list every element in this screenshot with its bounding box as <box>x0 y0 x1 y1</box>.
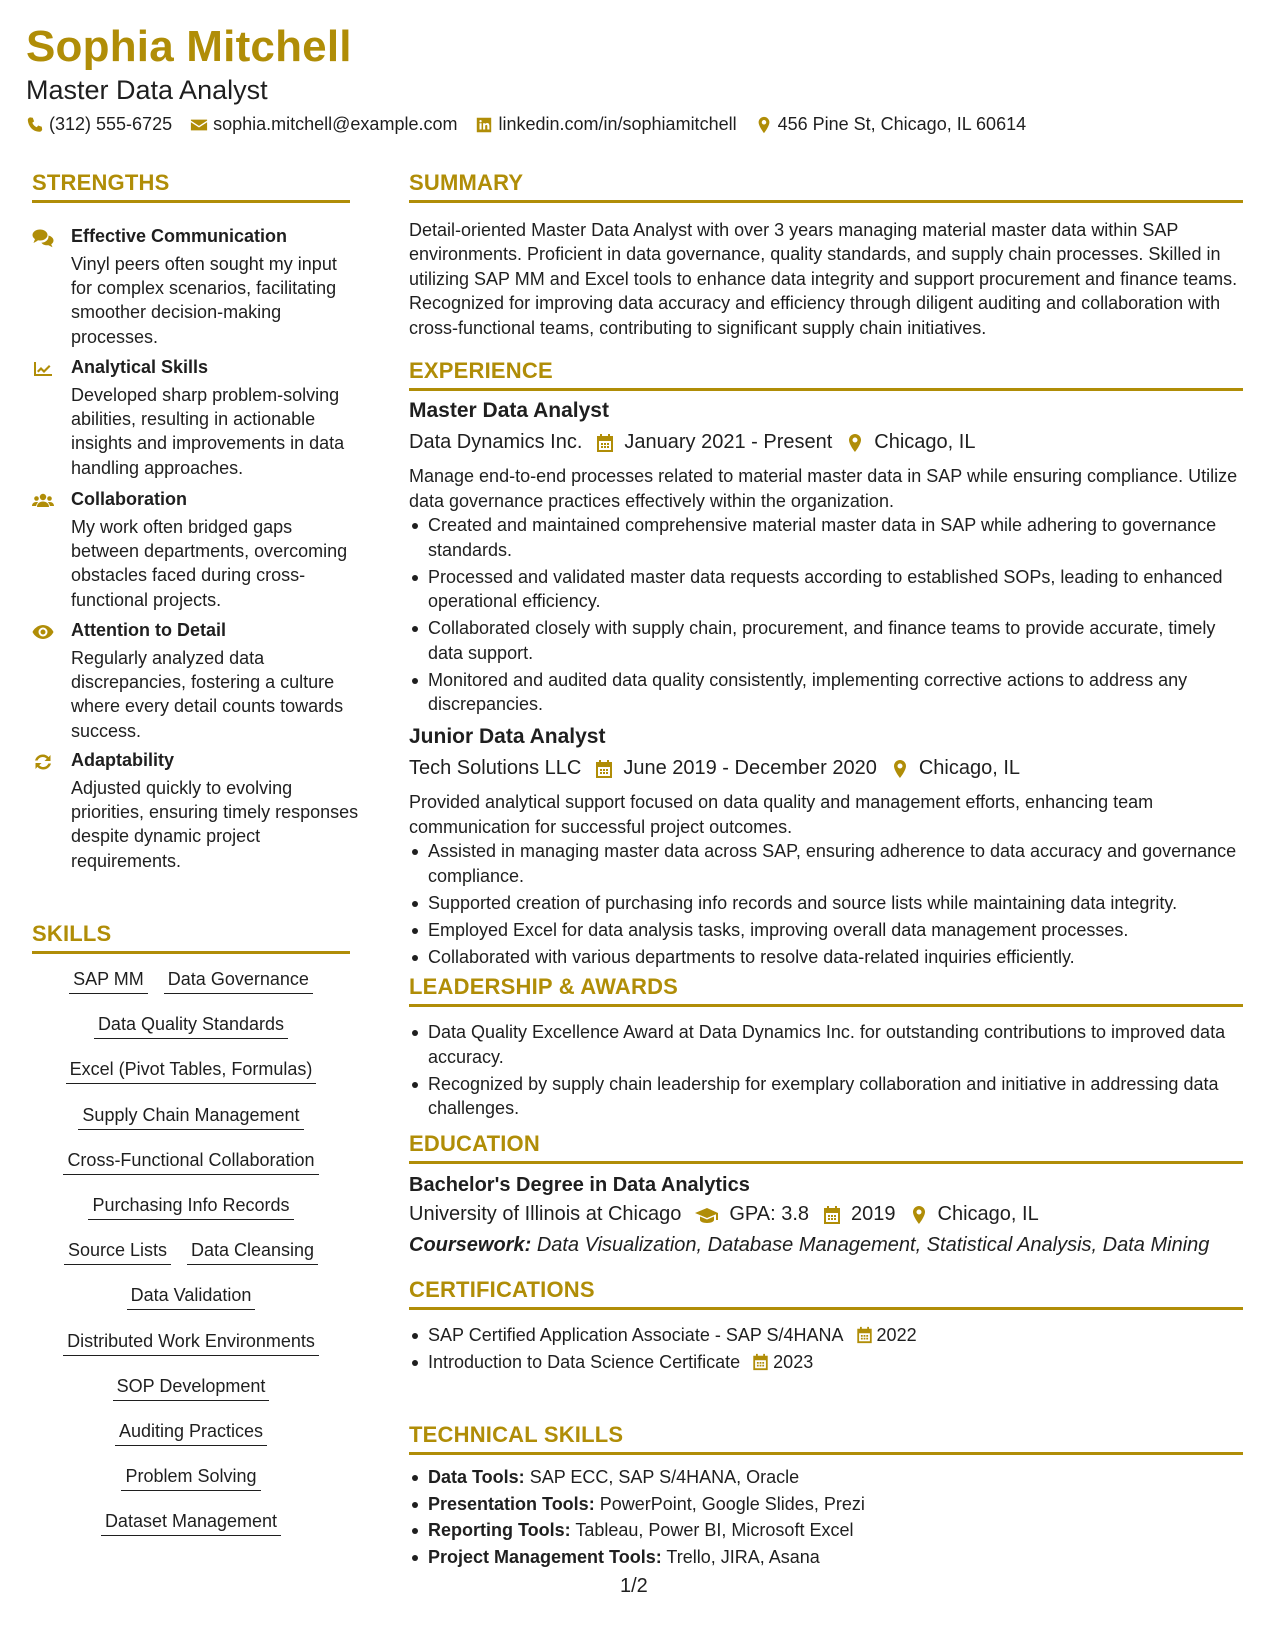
leadership-list <box>409 1020 1239 1123</box>
job-company: Data Dynamics Inc. <box>409 431 583 453</box>
tech-skill-item <box>409 1492 1239 1516</box>
job-location: Chicago, IL <box>918 757 1020 779</box>
tech-skill-item <box>409 1465 1239 1489</box>
skill-tag: Excel (Pivot Tables, Formulas) <box>66 1058 317 1084</box>
refresh-icon <box>32 752 56 772</box>
job-bullet: Supported creation of purchasing info records and source lists while maintaining data integrity. <box>409 891 1239 916</box>
education-meta <box>409 1203 1039 1226</box>
job-bullets <box>409 839 1239 972</box>
page-number: 1/2 <box>620 1575 648 1597</box>
strength-text: Regularly analyzed data discrepancies, fostering a culture where every detail counts towards success. <box>71 648 344 741</box>
education-rule <box>409 1161 1243 1164</box>
candidate-name: Sophia Mitchell <box>26 22 352 71</box>
strength-title: Collaboration <box>71 489 187 509</box>
certifications-rule <box>409 1307 1243 1310</box>
job-company: Tech Solutions LLC <box>409 757 582 779</box>
coursework-text: Data Visualization, Database Management, Statistical Analysis, Data Mining <box>536 1234 1210 1256</box>
technical-skills-heading: TECHNICAL SKILLS <box>409 1422 624 1447</box>
chart-line-icon <box>32 359 56 379</box>
skill-tag: Purchasing Info Records <box>88 1194 293 1220</box>
leadership-heading: LEADERSHIP & AWARDS <box>409 974 679 999</box>
school-name: University of Illinois at Chicago <box>409 1203 682 1225</box>
summary-text: Detail-oriented Master Data Analyst with over 3 years managing material master data within SAP environments. Proficient in data governance, quality standards, and supply chain processes. Skilled in utilizing SAP MM and Excel tools to enhance data integrity and support procurement and finance teams. Recognized for improving data accuracy and efficiency through diligent auditing and collaboration with cross-functional teams, contributing to significant supply chain initiatives. <box>409 220 1238 338</box>
skill-tag: Supply Chain Management <box>78 1104 303 1130</box>
certification-year: 2022 <box>876 1325 917 1345</box>
certifications-list <box>409 1323 1239 1377</box>
tech-skill-item <box>409 1518 1239 1542</box>
skill-tag: SAP MM <box>69 968 148 994</box>
address-text: 456 Pine St, Chicago, IL 60614 <box>777 114 1027 134</box>
strength-text: Adjusted quickly to evolving priorities, ensuring timely responses despite dynamic project requirements. <box>71 778 359 871</box>
certification-year: 2023 <box>773 1352 814 1372</box>
experience-rule <box>409 388 1243 391</box>
calendar-icon <box>595 759 613 779</box>
envelope-icon <box>190 116 208 134</box>
tech-skill-label: Project Management Tools: <box>428 1546 662 1567</box>
skills-list <box>32 968 350 1555</box>
calendar-icon <box>856 1326 873 1344</box>
strength-title: Attention to Detail <box>71 620 226 640</box>
job-description: Manage end-to-end processes related to material master data in SAP while ensuring compliance. Utilize data governance practices effectively within the organization. <box>409 466 1238 511</box>
job-bullet: Monitored and audited data quality consistently, implementing corrective actions to address any discrepancies. <box>409 668 1239 717</box>
skill-tag: Source Lists <box>64 1239 171 1265</box>
strengths-rule <box>32 200 350 203</box>
map-marker-icon <box>910 1205 928 1225</box>
tech-skill-label: Reporting Tools: <box>428 1520 571 1540</box>
certification-item <box>409 1323 1239 1348</box>
tech-skill-value: SAP ECC, SAP S/4HANA, Oracle <box>529 1467 800 1487</box>
job-meta <box>409 757 1020 780</box>
coursework-line <box>409 1234 1209 1257</box>
certification-name: SAP Certified Application Associate - SAP S/4HANA <box>428 1325 844 1345</box>
job-title: Master Data Analyst <box>409 399 609 422</box>
comments-icon <box>32 228 56 248</box>
contact-phone[interactable] <box>26 114 172 135</box>
contact-email[interactable] <box>190 114 457 135</box>
job-location: Chicago, IL <box>874 431 976 453</box>
award-item: Data Quality Excellence Award at Data Dynamics Inc. for outstanding contributions to improved data accuracy. <box>409 1020 1239 1069</box>
strength-title: Adaptability <box>71 750 175 770</box>
tech-skill-label: Presentation Tools: <box>428 1493 595 1514</box>
certifications-heading: CERTIFICATIONS <box>409 1277 595 1302</box>
skill-tag: Data Governance <box>164 968 313 994</box>
skill-tag: Data Quality Standards <box>94 1013 288 1039</box>
linkedin-icon <box>475 116 493 134</box>
skills-heading: SKILLS <box>32 921 112 946</box>
skill-tag: Data Cleansing <box>187 1239 318 1265</box>
job-dates: June 2019 - December 2020 <box>623 757 877 779</box>
skill-tag: Problem Solving <box>121 1465 260 1491</box>
contact-linkedin[interactable] <box>475 114 736 135</box>
job-bullet: Created and maintained comprehensive material master data in SAP while adhering to governance standards. <box>409 513 1239 562</box>
certification-item <box>409 1350 1239 1375</box>
candidate-role: Master Data Analyst <box>26 75 268 105</box>
map-marker-icon <box>755 116 773 134</box>
job-bullet: Collaborated with various departments to resolve data-related inquiries efficiently. <box>409 945 1239 970</box>
calendar-icon <box>823 1205 841 1225</box>
tech-skill-label: Data Tools: <box>428 1467 525 1487</box>
job-bullet: Processed and validated master data requests according to established SOPs, leading to enhanced operational efficiency. <box>409 565 1239 614</box>
job-bullet: Collaborated closely with supply chain, procurement, and finance teams to provide accurate, timely data support. <box>409 616 1239 665</box>
skill-tag: Data Validation <box>127 1284 256 1310</box>
job-meta <box>409 431 975 454</box>
map-marker-icon <box>846 433 864 453</box>
calendar-icon <box>752 1353 769 1371</box>
strength-title: Effective Communication <box>71 226 288 246</box>
gpa-text: GPA: 3.8 <box>729 1203 810 1225</box>
skill-tag: Cross-Functional Collaboration <box>63 1149 318 1175</box>
phone-icon <box>26 116 44 134</box>
email-text: sophia.mitchell@example.com <box>213 114 458 134</box>
tech-skill-value: Trello, JIRA, Asana <box>666 1546 820 1567</box>
phone-text: (312) 555-6725 <box>49 114 173 134</box>
job-title: Junior Data Analyst <box>409 725 606 748</box>
experience-heading: EXPERIENCE <box>409 358 553 383</box>
eye-icon <box>32 622 56 642</box>
summary-rule <box>409 200 1243 203</box>
strength-title: Analytical Skills <box>71 357 209 377</box>
technical-skills-rule <box>409 1452 1243 1455</box>
job-bullet: Employed Excel for data analysis tasks, improving overall data management processes. <box>409 918 1239 943</box>
skill-tag: Auditing Practices <box>115 1420 267 1446</box>
coursework-label: Coursework: <box>409 1234 532 1256</box>
job-dates: January 2021 - Present <box>624 431 833 453</box>
strength-text: Vinyl peers often sought my input for complex scenarios, facilitating smoother decision-making processes. <box>71 254 337 347</box>
technical-skills-list <box>409 1465 1239 1571</box>
job-bullet: Assisted in managing master data across SAP, ensuring adherence to data accuracy and governance compliance. <box>409 839 1239 888</box>
contact-address <box>755 114 1027 135</box>
award-item: Recognized by supply chain leadership for exemplary collaboration and initiative in addressing data challenges. <box>409 1072 1239 1121</box>
calendar-icon <box>596 433 614 453</box>
strength-text: My work often bridged gaps between departments, overcoming obstacles faced during cross-functional projects. <box>71 517 348 610</box>
strengths-heading: STRENGTHS <box>32 170 170 195</box>
job-bullets <box>409 513 1239 719</box>
strength-text: Developed sharp problem-solving abilities, resulting in actionable insights and improvements in data handling approaches. <box>71 385 345 478</box>
tech-skill-value: Tableau, Power BI, Microsoft Excel <box>575 1520 854 1540</box>
linkedin-text: linkedin.com/in/sophiamitchell <box>498 114 737 134</box>
certification-name: Introduction to Data Science Certificate <box>428 1352 741 1372</box>
graduation-year: 2019 <box>851 1203 896 1225</box>
skill-tag: SOP Development <box>113 1375 270 1401</box>
tech-skill-value: PowerPoint, Google Slides, Prezi <box>599 1493 865 1514</box>
job-description: Provided analytical support focused on data quality and management efforts, enhancing team communication for successful project outcomes. <box>409 792 1154 837</box>
summary-heading: SUMMARY <box>409 170 524 195</box>
school-location: Chicago, IL <box>937 1203 1039 1225</box>
contact-bar <box>26 114 1044 135</box>
tech-skill-item <box>409 1545 1239 1569</box>
leadership-rule <box>409 1004 1243 1007</box>
skills-rule <box>32 951 350 954</box>
skill-tag: Distributed Work Environments <box>63 1330 319 1356</box>
users-icon <box>32 491 56 511</box>
graduation-cap-icon <box>695 1205 719 1225</box>
map-marker-icon <box>891 759 909 779</box>
education-heading: EDUCATION <box>409 1131 540 1156</box>
skill-tag: Dataset Management <box>101 1510 281 1536</box>
degree-title: Bachelor's Degree in Data Analytics <box>409 1174 750 1196</box>
